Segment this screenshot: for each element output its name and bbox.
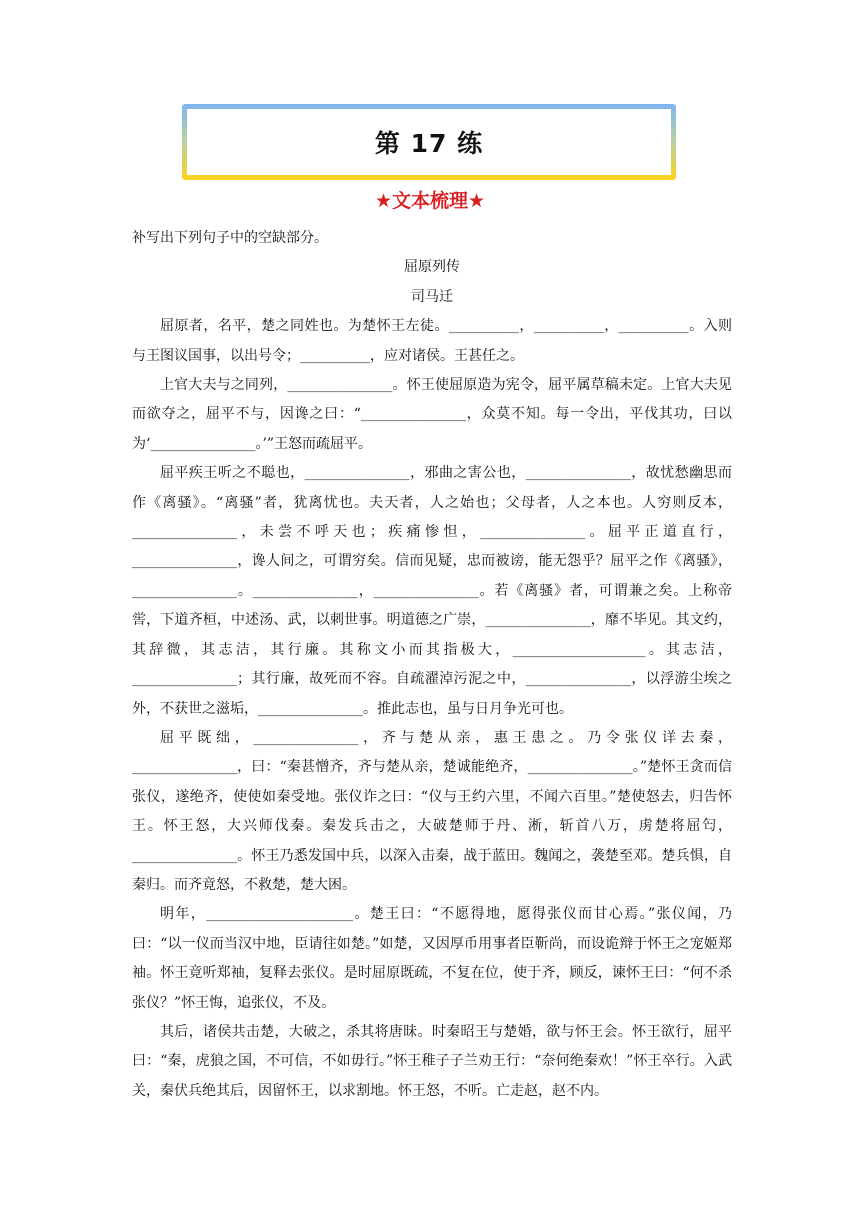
paragraph-1: 屈原者，名平，楚之同姓也。为楚怀王左徒。__________，__________，__________。入则与王图议国事，以出号令；__________，应对诸侯。王甚任之。 [132, 318, 732, 364]
section-heading: ★文本梳理★ [374, 190, 486, 212]
paragraph-6: 其后，诸侯共击楚，大破之，杀其将唐昧。时秦昭王与楚婚，欲与怀王会。怀王欲行，屈平曰：“秦，虎狼之国，不可信，不如毋行。”怀王稚子子兰劝王行：“奈何绝秦欢！”怀王卒行。入武关，秦伏兵绝其后，因留怀王，以求割地。怀王怒，不听。亡走赵，赵不内。 [132, 1023, 732, 1099]
piece-title: 屈原列传 [404, 259, 460, 276]
title-frame-inner [187, 109, 671, 175]
document-body [132, 224, 732, 1106]
paragraph-3: 屈平疾王听之不聪也，_______________，邪曲之害公也，_______________，故忧愁幽思而作《离骚》。“离骚”者，犹离忧也。夫天者，人之始也；父母者，人之本也。人穷则反本，_______________，未尝不呼天也；疾痛惨怛，_______________。屈平正道直行，_______________，谗人间之，可谓穷矣。信而见疑，忠而被谤，能无怨乎？屈平之作《离骚》，_______________。_______________，_______________。若《离骚》者，可谓兼之矣。上称帝喾，下道齐桓，中述汤、武，以刺世事。明道德之广崇，_______________，靡不毕见。其文约，其辞微，其志洁，其行廉。其称文小而其指极大，___________________。其志洁，_______________；其行廉，故死而不容。自疏濯淖污泥之中，_______________，以浮游尘埃之外，不获世之滋垢，_______________。推此志也，虽与日月争光可也。 [132, 465, 732, 717]
page-title: 第 17 练 [374, 129, 484, 158]
author-name: 司马迁 [411, 288, 453, 305]
paragraph-5: 明年，_____________________。楚王曰：“不愿得地，愿得张仪而甘心焉。”张仪闻，乃曰：“以一仪而当汉中地，臣请往如楚。”如楚，又因厚币用事者臣靳尚，而设诡辩于怀王之宠姬郑袖。怀王竟听郑袖，复释去张仪。是时屈原既疏，不复在位，使于齐，顾反，谏怀王曰：“何不杀张仪？”怀王悔，追张仪，不及。 [132, 906, 732, 1011]
title-frame [182, 104, 676, 180]
paragraph-2: 上官大夫与之同列，_______________。怀王使屈原造为宪令，屈平属草稿未定。上官大夫见而欲夺之，屈平不与，因谗之曰：“_______________，众莫不知。每一令出，平伐其功，曰以为‘_______________。’”王怒而疏屈平。 [132, 377, 732, 452]
instruction-text: 补写出下列句子中的空缺部分。 [132, 230, 328, 246]
paragraph-4: 屈平既绌，_______________，齐与楚从亲，惠王患之。乃令张仪详去秦，_______________，曰：“秦甚憎齐，齐与楚从亲，楚诚能绝齐，_______________。”楚怀王贪而信张仪，遂绝齐，使使如秦受地。张仪诈之曰：“仪与王约六里，不闻六百里。”楚使怒去，归告怀王。怀王怒，大兴师伐秦。秦发兵击之，大破楚师于丹、淅，斩首八万，虏楚将屈匄，_______________。怀王乃悉发国中兵，以深入击秦，战于蓝田。魏闻之，袭楚至邓。楚兵惧，自秦归。而齐竟怒，不救楚，楚大困。 [132, 729, 732, 893]
